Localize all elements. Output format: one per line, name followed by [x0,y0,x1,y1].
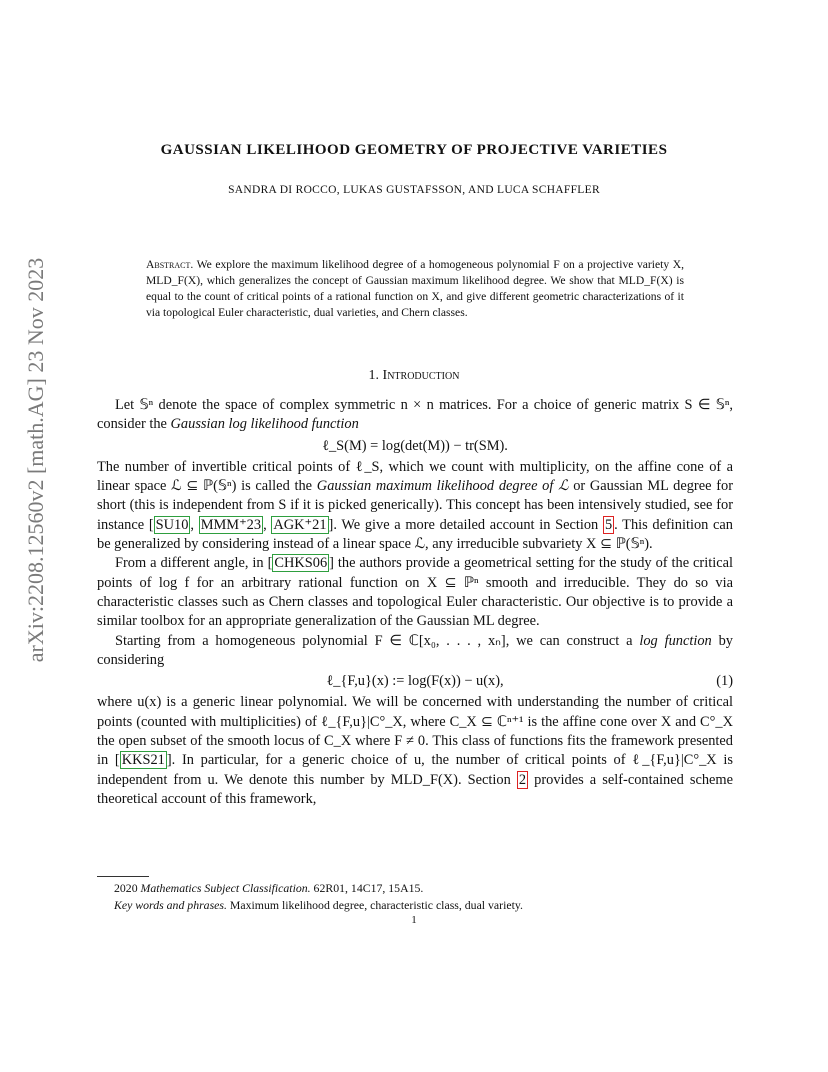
paragraph: From a different angle, in [ CHKS06 ] the authors provide a geometrical setting for the study of the critical points of log f for an arbitrary rational function on X ⊆ ℙⁿ smooth and irreducible. They do so via characteristic classes such as Chern classes and topological Euler characteristic. Our objective is to provide a similar toolbox for an appropriate generalization of the Gaussian ML degree. [97,555,733,630]
citation-link[interactable]: CHKS06 [274,555,328,572]
citation-link[interactable]: AGK⁺21 [273,516,327,533]
paragraph: The number of invertible critical points of ℓ_S, which we count with multiplicity, on the affine cone of a linear space ℒ ⊆ ℙ(𝕊ⁿ) is called the Gaussian maximum likelihood degree of ℒ or Gaussian ML degree for short (this is independent from S if it is picked generically). This concept has been intensively studied, see for instance [ SU10 , MMM⁺23 , AGK⁺21 ]. We give a more detailed account in Section 5 . This definition can be generalized by considering instead of a linear space ℒ, any irreducible subvariety X ⊆ ℙ(𝕊ⁿ). [97,458,734,553]
equation-1: ℓ_{F,u}(x) := log(F(x)) − u(x), (1) [97,672,733,691]
equation-log-likelihood: ℓ_S(M) = log(det(M)) − tr(SM). [322,437,508,454]
footnote [114,880,714,914]
body-text [97,396,733,809]
citation-link[interactable]: SU10 [155,516,189,533]
keywords: Key words and phrases. Maximum likelihood degree, characteristic class, dual variety. [114,898,523,912]
arxiv-sidebar-stamp [16,257,56,663]
abstract [146,257,684,321]
citation-link[interactable]: KKS21 [121,752,165,769]
paragraph: Starting from a homogeneous polynomial F ∈ ℂ[x₀, . . . , xₙ], we can construct a log function by considering [97,632,733,668]
citation-link[interactable]: MMM⁺23 [200,516,262,533]
page-number: 1 [411,914,417,926]
section-reference-link[interactable]: 5 [604,516,613,533]
section-heading-introduction: 1. Introduction [368,368,460,383]
paper-authors: SANDRA DI ROCCO, LUKAS GUSTAFSSON, AND LUCA SCHAFFLER [228,184,600,196]
abstract-label: Abstract. [146,258,194,271]
paper-title: GAUSSIAN LIKELIHOOD GEOMETRY OF PROJECTIVE VARIETIES [160,142,668,158]
msc-classification: 2020 Mathematics Subject Classification. 62R01, 14C17, 15A15. [114,881,424,895]
arxiv-identifier: arXiv:2208.12560v2 [math.AG] 23 Nov 2023 [23,257,48,663]
paragraph: where u(x) is a generic linear polynomial. We will be concerned with understanding the number of critical points (counted with multiplicities) of ℓ_{F,u}|C°_X, where C_X ⊆ ℂⁿ⁺¹ is the affine cone over X and C°_X the open subset of the smooth locus of C_X where F ≠ 0. This class of functions fits the framework presented in [ KKS21 ]. In particular, for a generic choice of u, the number of critical points of ℓ_{F,u}|C°_X is independent from u. We denote this number by MLD_F(X). Section 2 provides a self-contained scheme theoretical account of this framework, [97,694,734,807]
section-reference-link[interactable]: 2 [518,771,527,788]
equation-number: (1) [716,673,733,690]
abstract-text: We explore the maximum likelihood degree of a homogeneous polynomial F on a projective variety X, MLD_F(X), which generalizes the concept of Gaussian maximum likelihood degree. We show that MLD_F(X) is equal to the count of critical points of a rational function on X, and give different geometric characterizations of it via topological Euler characteristic, dual varieties, and Chern classes. [146,258,684,319]
paragraph: Let 𝕊ⁿ denote the space of complex symmetric n × n matrices. For a choice of generic matrix S ∈ 𝕊ⁿ, consider the Gaussian log likelihood function [97,397,733,433]
footnote-divider [97,876,149,877]
